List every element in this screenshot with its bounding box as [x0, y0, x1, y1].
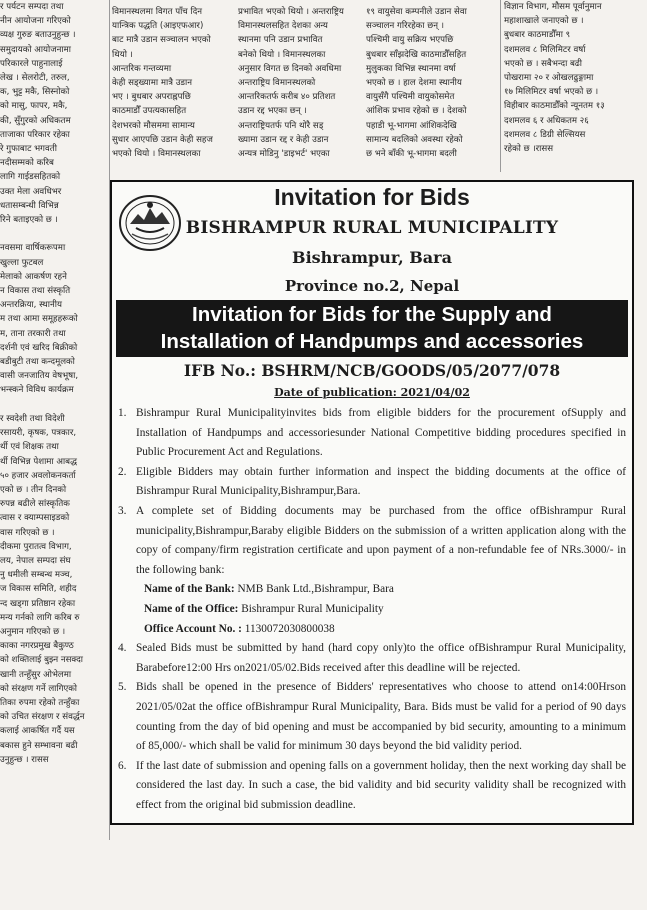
bid-terms-list: [118, 404, 626, 815]
newspaper-text-line: तिका रुपमा रहेको तन्हुँका: [0, 697, 80, 708]
list-item: 4. Sealed Bids must be submitted by hand (hard copy only)to the office ofBishrampur Rural Municipality, Barabefore12:00 Hrs on2021/05/02.Bids received after this deadline will be rejected.: [118, 642, 626, 674]
newspaper-text-line: बडीबुटी तथा कन्दमूलको: [0, 357, 75, 368]
newspaper-text-line: समुदायको आयोजनामा: [0, 44, 72, 55]
newspaper-text-line: क, भुट्ट मकै, सिस्नोको: [0, 87, 70, 98]
newspaper-text-line: मुलुकका विभिन्न स्थानमा वर्षा: [366, 63, 456, 74]
newspaper-text-line: विमानस्थलमा विगत पाँच दिन: [112, 7, 203, 17]
newspaper-text-line: दर्शनी एवं खरिद बिक्रीको: [0, 342, 78, 353]
newspaper-text-line: बनेको थियो । विमानस्थलका: [238, 49, 326, 60]
newspaper-text-line: र स्वदेशी तथा विदेशी: [0, 413, 65, 424]
newspaper-text-line: ताजाका परिकार रहेका: [0, 129, 70, 140]
newspaper-text-line: सुधार आएपछि उडान केही सहज: [112, 134, 213, 145]
newspaper-text-line: केही सड्ख्यामा मात्रै उडान: [112, 78, 193, 89]
list-item: 1. Bishrampur Rural Municipalityinvites bids from eligible bidders for the procurement ofSupply and Installation of Handpumps and accessoriesunder National Competitive bidding procedures specified in Public Procurement Act and Regulations.: [118, 407, 626, 459]
newspaper-text-line: वासी जनजातिय वेषभूषा,: [0, 371, 79, 382]
newspaper-text-line: एको छ । तीन दिनको: [0, 484, 67, 495]
newspaper-text-line: [0, 227, 108, 241]
newspaper-text-line: आन्तरिक गन्तव्यमा: [112, 63, 172, 74]
newspaper-text-line: १९ वायुसेवा कम्पनीले उडान सेवा: [366, 7, 467, 17]
newspaper-text-line: अनुसार विगत छ दिनको अवधिमा: [238, 63, 342, 74]
newspaper-text-line: सामान्य बदलिको अवस्था रहेको: [366, 134, 463, 145]
newspaper-text-line: रसायरी, कृषक, पत्रकार,: [0, 428, 77, 439]
newspaper-text-line: उक्त मेला अवधिभर: [0, 186, 62, 197]
newspaper-text-line: लय, नेपाल सम्पदा संघ: [0, 555, 71, 566]
newspaper-text-line: प्रभावित भएको थियो । अन्तराष्ट्रिय: [238, 7, 344, 17]
newspaper-text-line: पोखरामा २० र ओखलढुङ्गामा: [504, 73, 594, 84]
newspaper-text-line: विज्ञान विभाग, मौसम पूर्वानुमान: [504, 2, 602, 12]
newspaper-text-line: भएको छ । सबैभन्दा बढी: [504, 58, 583, 69]
newspaper-text-line: दशमलव ६ र अधिकतम २६: [504, 115, 589, 126]
newspaper-text-line: नदीसम्मको करिब: [0, 158, 54, 169]
newspaper-text-line: विहीबार काठमाडौँको न्यूनतम १३: [504, 101, 605, 112]
newspaper-text-line: पश्चिमी वायु सक्रिय भएपछि: [366, 35, 454, 46]
newspaper-text-line: देशभरको मौसममा सामान्य: [112, 120, 195, 131]
newspaper-text-line: अनुमान गरिएको छ ।: [0, 626, 66, 637]
newspaper-text-line: काका नगरप्रमुख बैकुण्ठ: [0, 641, 74, 652]
newspaper-text-line: को मासु, फापर, मकै,: [0, 101, 68, 112]
newspaper-text-line: यान्त्रिक पद्धति (आइएफआर): [112, 21, 204, 32]
newspaper-text-line: आन्तरिकतर्फ करीब ४० प्रतिशत: [238, 92, 336, 103]
office-name-line: Name of the Office: Bishrampur Rural Municipality: [144, 602, 384, 615]
newspaper-text-line: आंशिक प्रभाव रहेको छ । देशको: [366, 106, 467, 117]
newspaper-top-column-3: [366, 5, 496, 175]
newspaper-text-line: [0, 398, 108, 412]
newspaper-text-line: सञ्चालन गरिरहेका छन् ।: [366, 21, 445, 32]
newspaper-text-line: भए । बुधबार अपराह्नपछि: [112, 92, 191, 103]
newspaper-text-line: १७ मिलिमिटर वर्षा भएको छ ।: [504, 87, 599, 98]
newspaper-text-line: मन्य गर्नको लागि करिब रु: [0, 612, 80, 623]
newspaper-text-line: लेख । सेलरोटी, तरुल,: [0, 73, 70, 84]
newspaper-text-line: भन्स्कने विविध कार्यक्रम: [0, 385, 74, 396]
newspaper-text-line: लागि गाईडसहितको: [0, 172, 61, 183]
list-item: 6. If the last date of submission and opening falls on a government holiday, then the next working day shall be considered the last day. In such a case, the bid validity and bid security validity shall be recognized with effect from the original bid submission deadline.: [118, 759, 626, 811]
newspaper-text-line: खानी तन्हुँसुर ओभेलमा: [0, 669, 72, 680]
newspaper-left-column: [0, 0, 108, 840]
newspaper-text-line: म तथा आमा समूहहरूको: [0, 314, 78, 325]
notice-title-line-2: Installation of Handpumps and accessories: [160, 330, 584, 353]
newspaper-text-line: म, ताना तरकारी तथा: [0, 328, 66, 339]
newspaper-text-line: दशमलव ८ डिग्री सेल्सियस: [504, 129, 586, 140]
bid-notice: [110, 180, 634, 825]
ifb-number: IFB No.: BSHRM/NCB/GOODS/05/2077/078: [183, 361, 561, 380]
newspaper-text-line: रे गुफाबाट भगवती: [0, 144, 57, 155]
newspaper-text-line: छ भने बाँकी भू-भागमा बदली: [366, 149, 457, 160]
newspaper-text-line: महाशाखाले जनाएको छ ।: [504, 16, 584, 27]
newspaper-top-column-1: [112, 5, 232, 175]
organization-location: Bishrampur, Bara: [292, 248, 452, 267]
list-item: 3. A complete set of Bidding documents may be purchased from the office ofBishrampur Rural municipality,Bishrampur,Baraby eligible Bidders on the submission of a written application along with the copy of company/firm registration certificate and upon payment of a non-refundable fee of NRs.3000/- in the following bank: Name of the Bank: NMB Bank Ltd.,Bishrampur, Bara Name of the Office: Bishrampur Rural Municipality Office Account No. : 1130072030800038: [118, 502, 626, 639]
newspaper-text-line: रहेको छ ।रासस: [504, 144, 554, 155]
newspaper-text-line: पहाडी भू-भागमा आंशिकदेखि: [366, 120, 457, 131]
newspaper-text-line: बकास हुने सम्भावना बढी: [0, 740, 78, 751]
newspaper-text-line: रिने बताइएको छ ।: [0, 215, 58, 226]
newspaper-text-line: व्यक्ष गुरुङ बताउनुहुन्छ ।: [0, 30, 76, 41]
account-number-line: Office Account No. : 1130072030800038: [144, 622, 335, 635]
newspaper-top-column-2: [238, 5, 360, 175]
newspaper-text-line: को संरक्षण गर्ने लागिएको: [0, 683, 78, 694]
notice-heading: Invitation for Bids: [274, 184, 470, 210]
newspaper-text-line: र्थी विभिन्न पेशामा आबद्ध: [0, 456, 77, 467]
newspaper-text-line: ज विकास समिति, शहीद: [0, 584, 77, 595]
newspaper-text-line: नीन आयोजना गरिएको: [0, 16, 71, 27]
newspaper-text-line: परिकारले पाहुनालाई: [0, 58, 63, 69]
newspaper-text-line: भएको थियो । विमानस्थलका: [112, 149, 201, 160]
newspaper-text-line: विमानस्थलसहित देशका अन्य: [238, 21, 328, 32]
newspaper-text-line: र पर्यटन सम्पदा तथा: [0, 2, 64, 12]
newspaper-text-line: स्थानमा पनि उडान प्रभावित: [238, 35, 323, 46]
newspaper-text-line: र्थी एवं शिक्षक तथा: [0, 442, 59, 453]
list-item: 5. Bids shall be opened in the presence of Bidders' representatives who choose to attend on14:00Hrson 2021/05/02at the office ofBishrampur Rural Municipality, Bara. Bids must be valid for a period of 90 days counting from the day of bid opening and must be accompanied by bid security, amounting to a minimum of 85,000/- which shall be valid for minimum 30 days beyond the bid validity period.: [118, 681, 626, 753]
newspaper-text-line: नु धमीली सम्बन्ध मञ्च,: [0, 570, 73, 581]
newspaper-text-line: कलाई आकर्षित गर्दै यस: [0, 726, 75, 737]
publication-date: Date of publication: 2021/04/02: [274, 386, 470, 399]
column-divider: [500, 0, 501, 172]
newspaper-text-line: न विकास तथा संस्कृति: [0, 286, 71, 297]
newspaper-text-line: वास गरिएको छ ।: [0, 527, 55, 538]
newspaper-text-line: उडान रद्द भएका छन् ।: [238, 106, 307, 117]
newspaper-text-line: ५० हजार अवलोकनकर्ता: [0, 470, 76, 481]
list-item: 2. Eligible Bidders may obtain further information and inspect the bidding documents at the office of Bishrampur Rural Municipality,Bishrampur,Bara.: [118, 465, 626, 498]
newspaper-text-line: न्द खड्गा प्रतिष्ठान रहेका: [0, 598, 76, 609]
newspaper-text-line: मेलाको आकर्षण रहने: [0, 271, 67, 282]
newspaper-text-line: बाट मात्रै उडान सञ्चालन भएको: [112, 35, 211, 46]
organization-province: Province no.2, Nepal: [284, 277, 460, 295]
newspaper-text-line: खुल्ला फुटबल: [0, 257, 44, 268]
newspaper-text-line: धतासम्बन्धी विभिन्न: [0, 200, 59, 211]
newspaper-text-line: रुपन्न बढीले सांस्कृतिक: [0, 499, 70, 510]
newspaper-text-line: दशमलव ८ मिलिमिटर वर्षा: [504, 44, 586, 55]
newspaper-text-line: बुधबार काठमाडौँमा ९: [504, 30, 571, 41]
newspaper-text-line: उनुहुन्छ । रासस: [0, 754, 49, 765]
newspaper-text-line: त्वास र क्याम्पसाइडको: [0, 513, 70, 524]
newspaper-text-line: अन्तराष्ट्रियतर्फ पनि थोरै सड्: [238, 120, 324, 131]
newspaper-text-line: बुधबार साँझदेखि काठमाडौँसहित: [366, 49, 467, 60]
newspaper-text-line: को उचित संरक्षण र संवर्द्धन: [0, 712, 85, 723]
newspaper-text-line: नवसमा वार्षिकरूपमा: [0, 243, 66, 254]
newspaper-text-line: को शक्तिलाई बुझ्न नसक्दा: [0, 655, 84, 666]
newspaper-text-line: वायुसँगै पश्चिमी वायुकोसमेत: [366, 92, 455, 103]
newspaper-text-line: थियो ।: [112, 49, 133, 60]
bank-name-line: Name of the Bank: NMB Bank Ltd.,Bishrampur, Bara: [144, 583, 394, 596]
newspaper-text-line: दीकमा पुरातत्व विभाग,: [0, 541, 72, 552]
notice-title-band: [116, 300, 628, 357]
notice-title-line-1: Invitation for Bids for the Supply and: [192, 303, 552, 326]
newspaper-text-line: की, सुँगुरको अधिकतम: [0, 115, 71, 126]
newspaper-text-line: ख्यामा उडान रद्द र केही उडान: [238, 134, 329, 145]
newspaper-text-line: अन्यत्र मोडिनु 'डाइभर्ट' भएका: [238, 149, 330, 160]
newspaper-text-line: अन्तराष्ट्रिय विमानस्थलको: [238, 78, 316, 89]
newspaper-text-line: अन्तरक्रिया, स्थानीय: [0, 300, 62, 311]
newspaper-text-line: भएको छ । हाल देशमा स्थानीय: [366, 78, 462, 89]
newspaper-top-column-4: [504, 0, 642, 170]
organization-name: BISHRAMPUR RURAL MUNICIPALITY: [185, 218, 559, 238]
newspaper-text-line: काठमाडौँ उपत्यकासहित: [112, 106, 187, 117]
